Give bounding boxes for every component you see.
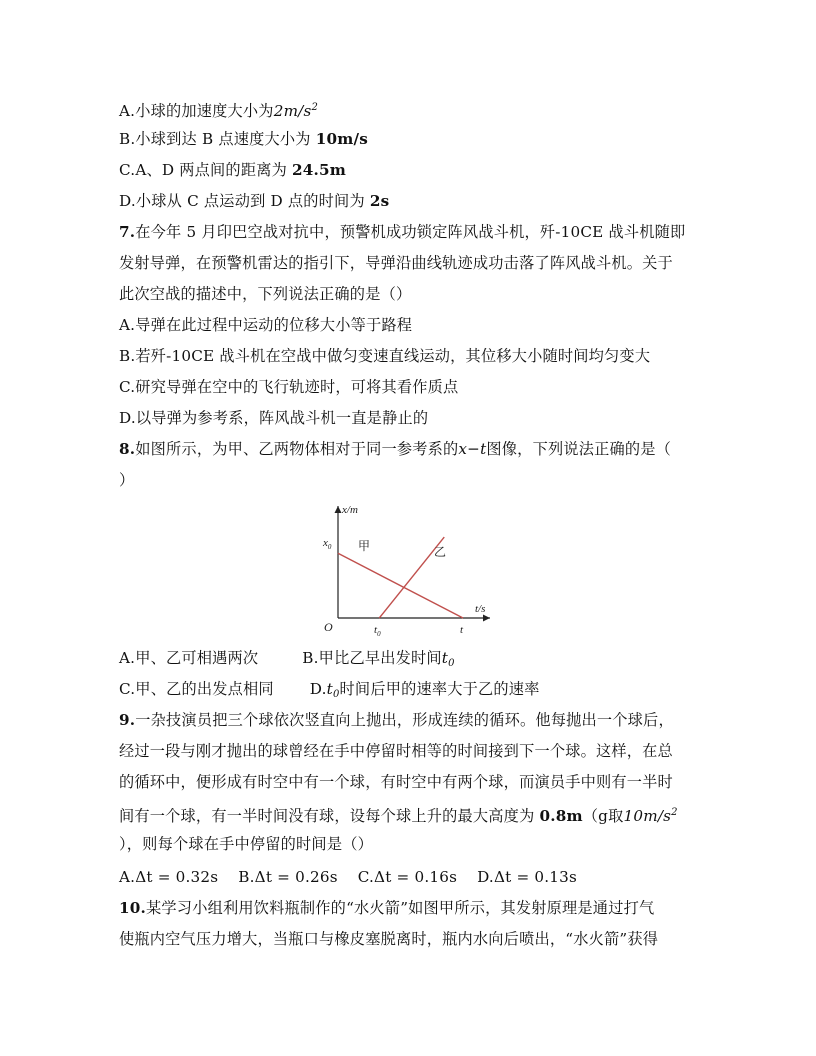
q10-stem-line1 — [119, 897, 699, 919]
q9-options-row — [119, 866, 699, 888]
question-number: 9. — [119, 711, 136, 729]
q9-option-a: A.Δt = 0.32s — [119, 868, 219, 886]
q9-stem-line2: 经过一段与刚才抛出的球曾经在手中停留时相等的时间接到下一个球。这样，在总 — [119, 742, 673, 760]
xt-graph — [318, 500, 498, 640]
math-exponent: 2 — [311, 102, 319, 113]
q7-option-c: C.研究导弹在空中的飞行轨迹时，可将其看作质点 — [119, 378, 459, 396]
question-text: 间有一个球，有一半时间没有球，设每个球上升的最大高度为 — [119, 807, 540, 825]
option-value: 10m/s — [315, 130, 369, 148]
option-value: 24.5m — [292, 161, 347, 179]
option-text: 小球的加速度大小为 — [135, 102, 274, 120]
question-number: 8. — [119, 440, 136, 458]
option-value: 2s — [369, 192, 390, 210]
math-symbol: t — [441, 649, 449, 667]
option-text: 小球从 C 点运动到 D 点的时间为 — [135, 192, 370, 210]
q6-option-a — [119, 97, 699, 122]
origin-label: O — [324, 620, 333, 634]
math-unit: m/s — [643, 807, 672, 825]
y-axis-label: x/m — [342, 504, 358, 516]
q8-options-row2 — [119, 678, 699, 706]
math-value: 2 — [273, 102, 284, 120]
q7-stem-line2: 发射导弹，在预警机雷达的指引下，导弹沿曲线轨迹成功击落了阵风战斗机。关于 — [119, 254, 673, 272]
q9-stem-line5: ），则每个球在手中停留的时间是（） — [119, 835, 373, 853]
q9-stem-line3: 的循环中，便形成有时空中有一个球，有时空中有两个球，而演员手中则有一半时 — [119, 773, 673, 791]
math-value: 10 — [623, 807, 644, 825]
option-label: B. — [119, 130, 136, 148]
question-text: 某学习小组利用饮料瓶制作的“水火箭”如图甲所示，其发射原理是通过打气 — [146, 899, 655, 917]
x-tick-t0: $t_0$ — [374, 624, 381, 638]
question-text: 在今年 5 月印巴空战对抗中，预警机成功锁定阵风战斗机，歼-10CE 战斗机随即 — [135, 223, 686, 241]
q9-stem-line4 — [119, 802, 699, 827]
q8-option-a: A.甲、乙可相遇两次 — [119, 649, 259, 667]
x-tick-t: t — [460, 624, 464, 636]
height-value: 0.8m — [539, 807, 583, 825]
q6-option-b — [119, 128, 699, 150]
q9-option-b: B.Δt = 0.26s — [238, 868, 338, 886]
question-text: 一杂技演员把三个球依次竖直向上抛出，形成连续的循环。他每抛出一个球后， — [135, 711, 674, 729]
q8-option-b: B.甲比乙早出发时间 — [302, 649, 442, 667]
q8-option-d: 时间后甲的速率大于乙的速率 — [339, 680, 540, 698]
q7-option-a: A.导弹在此过程中运动的位移大小等于路程 — [119, 316, 413, 334]
q10-stem-line2: 使瓶内空气压力增大，当瓶口与橡皮塞脱离时，瓶内水向后喷出，“水火箭”获得 — [119, 930, 659, 948]
question-text: 如图所示，为甲、乙两物体相对于同一参考系的 — [135, 440, 459, 458]
option-label: A. — [119, 102, 136, 120]
x-tick-sub: 0 — [377, 630, 381, 638]
q6-option-c — [119, 159, 699, 181]
q6-option-d — [119, 190, 699, 212]
option-label: D. — [119, 192, 136, 210]
math-subscript: 0 — [448, 658, 455, 669]
q8-stem-line1 — [119, 438, 699, 460]
option-label: D. — [309, 680, 327, 698]
series-label-yi: 乙 — [434, 545, 447, 559]
x-axis-label: t/s — [475, 603, 486, 615]
option-text: 小球到达 B 点速度大小为 — [135, 130, 316, 148]
question-text-end: 图像，下列说法正确的是（ — [486, 440, 672, 458]
q7-stem-line1 — [119, 221, 699, 243]
q8-stem-line2: ） — [119, 471, 135, 489]
q8-option-c: C.甲、乙的出发点相同 — [119, 680, 274, 698]
option-text: A、D 两点间的距离为 — [135, 161, 293, 179]
math-unit: m/s — [283, 102, 312, 120]
math-exponent: 2 — [671, 807, 678, 818]
question-text: （g取 — [582, 807, 624, 825]
question-number: 10. — [119, 899, 147, 917]
y-tick-sub: 0 — [327, 543, 332, 551]
q9-stem-line1 — [119, 709, 699, 731]
q9-option-d: D.Δt = 0.13s — [477, 868, 578, 886]
q7-option-d: D.以导弹为参考系，阵风战斗机一直是静止的 — [119, 409, 429, 427]
math-subscript: 0 — [332, 689, 340, 700]
q8-options-row1 — [119, 647, 699, 675]
series-line-0 — [338, 553, 463, 618]
math-symbol: t — [326, 680, 333, 698]
q7-stem-line3: 此次空战的描述中，下列说法正确的是（） — [119, 285, 412, 303]
option-label: C. — [119, 161, 136, 179]
q9-option-c: C.Δt = 0.16s — [357, 868, 458, 886]
math-expression: x−t — [458, 440, 487, 458]
q7-option-b: B.若歼-10CE 战斗机在空战中做匀变速直线运动，其位移大小随时间均匀变大 — [119, 347, 651, 365]
question-number: 7. — [119, 223, 136, 241]
y-tick-x0: $x_0$ — [323, 537, 332, 551]
series-label-jia: 甲 — [358, 539, 371, 553]
